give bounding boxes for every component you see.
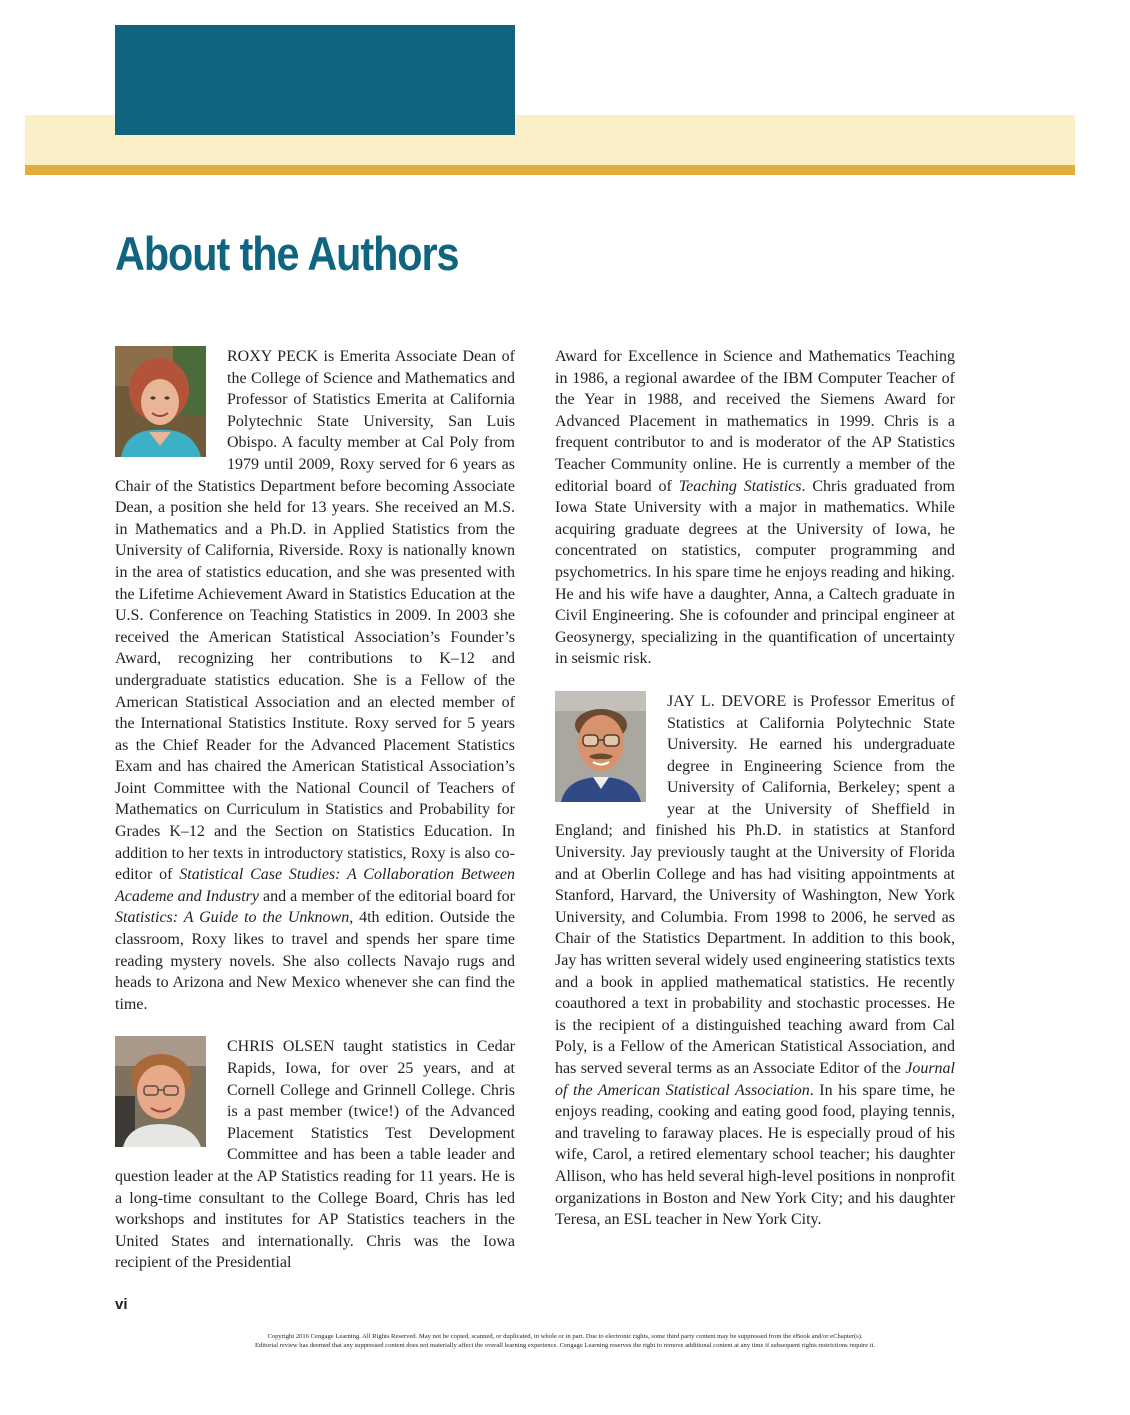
text-run: is Emerita Associate Dean of the College of Science and Mathematics and Professor of Statistics Emerita at California Polytechnic State University, San Luis Obispo. A faculty member at Cal Poly from 1979 until 2009, Roxy served for 6 years as Chair of the Statistics Department before becoming Associate Dean, a position she held for 13 years. She received an M.S. in Mathematics and a Ph.D. in Applied Statistics from the University of California, Riverside. Roxy is nationally known in the area of statistics education, and she was presented with the Lifetime Achievement Award in Statistics Education at the U.S. Conference on Teaching Statistics in 2009. In 2003 she received the American Statistical Association’s Founder’s Award, recognizing her contributions to K–12 and undergraduate statistics education. She is a Fellow of the American Statistical Association and an elected member of the International Statistics Institute. Roxy served for 5 years as the Chief Reader for the Advanced Placement Statistics Exam and has chaired the American Statistical Association’s Joint Committee with the National Council of Teachers of Mathematics on Curriculum in Statistics and Probability for Grades K–12 and the Section on Statistics Education. In addition to her texts in introductory statistics, Roxy is also co-editor of — [115, 348, 516, 884]
author-bio-chris-olsen-continued — [555, 346, 955, 670]
portrait-roxy-peck-icon — [115, 346, 206, 457]
left-column — [115, 346, 515, 1274]
header-gold-rule — [25, 165, 1075, 175]
text-run: and a member of the editorial board for — [259, 887, 515, 905]
photo-roxy-peck — [115, 346, 206, 457]
page-title: About the Authors — [115, 227, 459, 280]
text-run: . In his spare time, he enjoys reading, cooking and eating good food, playing tennis, and traveling to faraway places. He is especially proud of his wife, Carol, a retired elementary school teacher; his daughter Allison, who has held several high-level positions in nonprofit organizations in Boston and New York City; and his daughter Teresa, an ESL teacher in New York City. — [555, 1081, 956, 1229]
photo-jay-devore — [555, 691, 646, 802]
italic-title-run: Statistics: A Guide to the Unknown, — [115, 909, 354, 927]
copyright-line-1: Copyright 2016 Cengage Learning. All Rights Reserved. May not be copied, scanned, or duplicated, in whole or in part. Due to electronic rights, some third party content may be suppressed from the eBook and/or eChapter(s). — [267, 1333, 863, 1340]
copyright-line-2: Editorial review has deemed that any suppressed content does not materially affect the overall learning experience. Cengage Learning reserves the right to remove additional content at any time if subsequent rights restrictions require it. — [254, 1341, 876, 1349]
author-bio-roxy-peck — [115, 346, 515, 1015]
author-name-jay-devore: JAY L. DEVORE — [667, 692, 787, 710]
author-name-roxy-peck: ROXY PECK — [227, 348, 319, 365]
author-bio-jay-devore — [555, 691, 955, 1231]
portrait-chris-olsen-icon — [115, 1036, 206, 1147]
photo-chris-olsen — [115, 1036, 206, 1147]
portrait-jay-devore-icon — [555, 691, 646, 802]
copyright-notice — [150, 1333, 980, 1350]
text-run: taught statistics in Cedar Rapids, Iowa, for over 25 years, and at Cornell College and Grinnell College. Chris is a past member (twice!) of the Advanced Placement Statistics Test Development Committee and has been a table leader and question leader at the AP Statistics reading for 11 years. He is a long-time consultant to the College Board, Chris has led workshops and institutes for AP Statistics teachers in the United States and internationally. Chris was the Iowa recipient of the Presidential — [115, 1038, 516, 1272]
author-name-chris-olsen: CHRIS OLSEN — [227, 1038, 335, 1056]
text-run: 4th edition. Outside the classroom, Roxy likes to travel and spends her spare time reading mystery novels. She also collects Navajo rugs and heads to Arizona and New Mexico whenever she can find the time. — [115, 909, 516, 1013]
text-run: Award for Excellence in Science and Mathematics Teaching in 1986, a regional awardee of the IBM Computer Teacher of the Year in 1988, and received the Siemens Award for Advanced Placement in mathematics in 1999. Chris is a frequent contributor to and is moderator of the AP Statistics Teacher Community online. He is currently a member of the editorial board of — [555, 348, 955, 495]
italic-title-run: Journal of the American Statistical Association — [555, 1060, 955, 1099]
text-run: is Professor Emeritus of Statistics at California Polytechnic State University. He earned his undergraduate degree in Engineering Science from the University of California, Berkeley; spent a year at the University of Sheffield in England; and finished his Ph.D. in statistics at Stanford University. Jay previously taught at the University of Florida and at Oberlin College and has had visiting appointments at Stanford, Harvard, the University of Washington, New York University, and Columbia. From 1998 to 2006, he served as Chair of the Statistics Department. In addition to this book, Jay has written several widely used engineering statistics texts and a book in applied mathematical statistics. He recently coauthored a text in probability and stochastic processes. He is the recipient of a distinguished teaching award from Cal Poly, is a Fellow of the American Statistical Association, and has served several terms as an Associate Editor of the — [555, 692, 955, 1077]
italic-title-run: Teaching Statistics — [678, 477, 802, 495]
italic-title-run: Statistical Case Studies: A Collaboration Between Academe and Industry — [115, 866, 515, 905]
author-bio-chris-olsen — [115, 1036, 515, 1274]
right-column — [555, 346, 955, 1231]
header-teal-block — [115, 25, 515, 135]
page-number: vi — [115, 1296, 128, 1313]
text-run: . Chris graduated from Iowa State University with a major in mathematics. While acquiring graduate degrees at the University of Iowa, he concentrated on statistics, computer programming and psychometrics. In his spare time he enjoys reading and hiking. He and his wife have a daughter, Anna, a Caltech graduate in Civil Engineering. She is cofounder and principal engineer at Geosynergy, specializing in the quantification of uncertainty in seismic risk. — [555, 477, 955, 668]
